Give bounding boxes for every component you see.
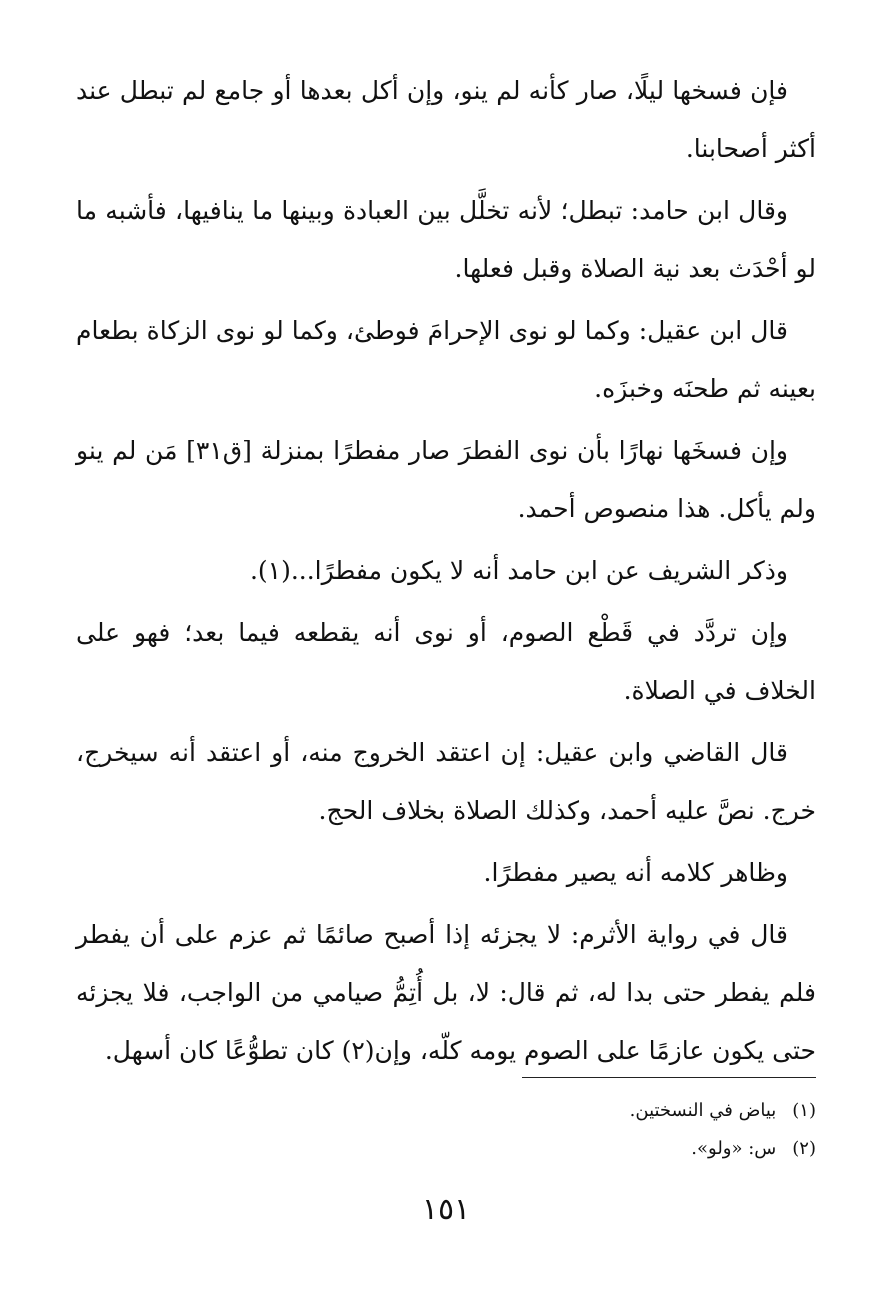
paragraph-8: وظاهر كلامه أنه يصير مفطرًا. [483, 858, 788, 887]
paragraph-2: وقال ابن حامد: تبطل؛ لأنه تخلَّل بين العبادة وبينها ما ينافيها، فأشبه ما لو أحْدَث بعد نية الصلاة وقبل فعلها. [76, 196, 816, 283]
paragraph-3: قال ابن عقيل: وكما لو نوى الإحرامَ فوطئ، وكما لو نوى الزكاة بطعام بعينه ثم طحنَه وخبزَه. [76, 316, 816, 403]
main-text [76, 62, 816, 1084]
footnote-text: بياض في النسختين. [629, 1100, 777, 1121]
footnote-divider [522, 1077, 816, 1078]
footnote-2 [76, 1130, 816, 1168]
footnote-text: س: «ولو». [691, 1138, 777, 1159]
footnotes [76, 1092, 816, 1168]
paragraph-5: وذكر الشريف عن ابن حامد أنه لا يكون مفطرًا...(١). [249, 556, 788, 585]
paragraph-7: قال القاضي وابن عقيل: إن اعتقد الخروج منه، أو اعتقد أنه سيخرج، خرج. نصَّ عليه أحمد، وكذلك الصلاة بخلاف الحج. [76, 738, 816, 825]
paragraph-4: وإن فسخَها نهارًا بأن نوى الفطرَ صار مفطرًا بمنزلة [ق٣١] مَن لم ينو ولم يأكل. هذا منصوص أحمد. [76, 436, 816, 523]
footnote-1 [76, 1092, 816, 1130]
page-number: ١٥١ [421, 1192, 471, 1227]
paragraph-6: وإن تردَّد في قَطْع الصوم، أو نوى أنه يقطعه فيما بعد؛ فهو على الخلاف في الصلاة. [76, 618, 816, 705]
footnote-number: (١) [792, 1100, 816, 1121]
paragraph-1: فإن فسخها ليلًا، صار كأنه لم ينو، وإن أكل بعدها أو جامع لم تبطل عند أكثر أصحابنا. [76, 76, 816, 163]
footnote-number: (٢) [792, 1138, 816, 1159]
paragraph-9: قال في رواية الأثرم: لا يجزئه إذا أصبح صائمًا ثم عزم على أن يفطر فلم يفطر حتى بدا له، ثم قال: لا، بل أُتِمُّ صيامي من الواجب، فلا يجزئه حتى يكون عازمًا على الصوم يومه كلّه، وإن(٢) كان تطوُّعًا كان أسهل. [76, 920, 816, 1065]
